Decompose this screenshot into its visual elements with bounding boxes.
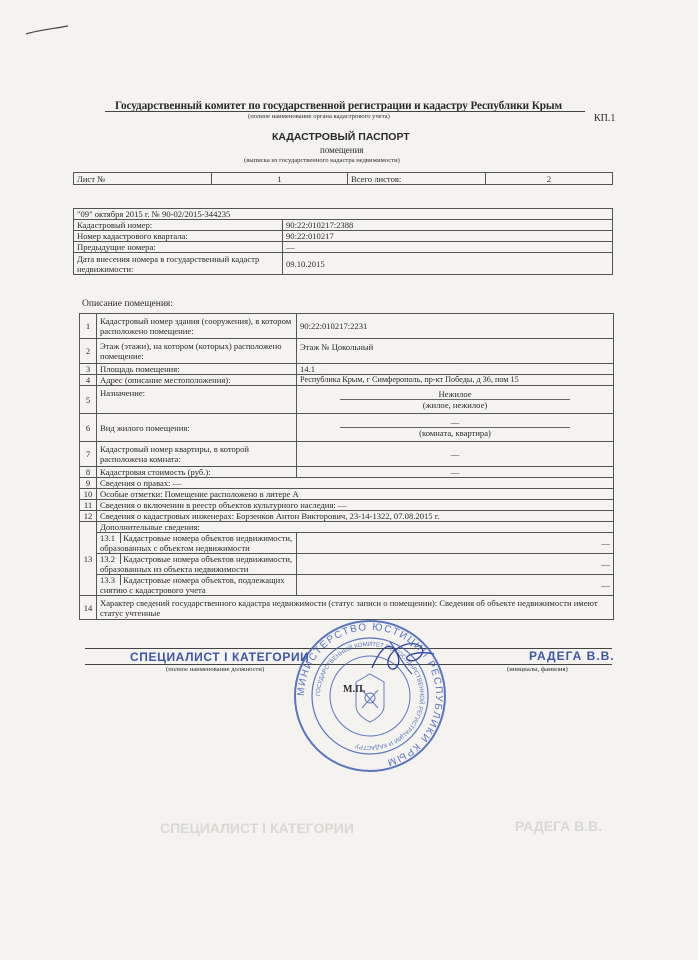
sheet-label: Лист №: [74, 173, 212, 185]
row-number: 1: [80, 314, 97, 339]
row-number: 7: [80, 442, 97, 467]
sheet-table: [73, 172, 613, 185]
row-label: Назначение:: [97, 386, 297, 414]
info-value: 90:22:010217:2388: [283, 220, 613, 231]
sub-row: [97, 533, 297, 554]
total-sheets-number: 2: [486, 173, 613, 185]
row-value: —: [297, 442, 614, 467]
row-value: Этаж № Цокольный: [297, 339, 614, 364]
row-number: 10: [80, 489, 97, 500]
row-number: 13: [80, 522, 97, 596]
form-code: КП.1: [594, 113, 616, 124]
info-value: 09.10.2015: [283, 253, 613, 275]
svg-text:ГОСУДАРСТВЕННЫЙ КОМИТЕТ ПО ГОС: [316, 642, 426, 750]
sub-row-text: Кадастровые номера объектов недвижимости, образованных из объекта недвижимости: [100, 554, 293, 574]
description-table: [79, 313, 614, 620]
row-label: Кадастровая стоимость (руб.):: [97, 467, 297, 478]
info-table: [73, 208, 613, 275]
signer-name: РАДЕГА В.В.: [529, 649, 615, 663]
row-label: Этаж (этажи), на котором (которых) расположено помещение:: [97, 339, 297, 364]
agency-caption: (полное наименование органа кадастрового учета): [248, 113, 390, 120]
row-number: 3: [80, 364, 97, 375]
sub-row-text: Кадастровые номера объектов недвижимости, образованных с объектом недвижимости: [100, 533, 293, 553]
sub-row-number: 13.1: [97, 533, 121, 543]
position-caption: (полное наименование должности): [166, 666, 265, 673]
row-value-caption: (жилое, нежилое): [422, 400, 488, 410]
row-number: 2: [80, 339, 97, 364]
sub-row-number: 13.3: [97, 575, 121, 585]
info-label: Номер кадастрового квартала:: [74, 231, 283, 242]
sub-row-number: 13.2: [97, 554, 121, 564]
stamp-outer-text: МИНИСТЕРСТВО ЮСТИЦИИ РЕСПУБЛИКИ КРЫМ: [295, 621, 445, 768]
row-number: 5: [80, 386, 97, 414]
info-value: —: [283, 242, 613, 253]
row-label: Адрес (описание местоположения):: [97, 375, 297, 386]
total-sheets-label: Всего листов:: [348, 173, 486, 185]
row-value-cell: [297, 386, 614, 414]
sub-row-value: —: [297, 554, 614, 575]
row-number: 8: [80, 467, 97, 478]
row-text: Особые отметки: Помещение расположено в литере А: [97, 489, 614, 500]
row-number: 6: [80, 414, 97, 442]
sub-row-value: —: [297, 533, 614, 554]
info-label: Кадастровый номер:: [74, 220, 283, 231]
row-value: 90:22:010217:2231: [297, 314, 614, 339]
row-label: Кадастровый номер квартиры, в которой расположена комната:: [97, 442, 297, 467]
row-value: 14.1: [297, 364, 614, 375]
sub-row-value: —: [297, 575, 614, 596]
info-value: 90:22:010217: [283, 231, 613, 242]
row-text: Дополнительные сведения:: [97, 522, 614, 533]
official-stamp-icon: [292, 618, 448, 774]
row-text: Сведения о правах: —: [97, 478, 614, 489]
sheet-number: 1: [212, 173, 348, 185]
document-subtitle: помещения: [320, 145, 364, 155]
description-heading: Описание помещения:: [82, 299, 173, 309]
row-value-cell: [297, 414, 614, 442]
row-text: Сведения о включении в реестр объектов культурного наследия: —: [97, 500, 614, 511]
row-value: Нежилое: [340, 389, 570, 400]
info-label: Предыдущие номера:: [74, 242, 283, 253]
row-text: Сведения о кадастровых инженерах: Борзенков Антон Викторович, 23-14-1322, 07.08.2015 г.: [97, 511, 614, 522]
row-number: 11: [80, 500, 97, 511]
pen-scribble-icon: [24, 24, 70, 38]
row-value-caption: (комната, квартира): [419, 428, 491, 438]
stamp-inner-text: ГОСУДАРСТВЕННЫЙ КОМИТЕТ ПО ГОСУДАРСТВЕННОЙ РЕГИСТРАЦИИ И КАДАСТРУ: [315, 641, 425, 751]
row-number: 4: [80, 375, 97, 386]
agency-underline: [105, 111, 585, 112]
row-value: —: [297, 467, 614, 478]
ghost-position: СПЕЦИАЛИСТ I КАТЕГОРИИ: [160, 820, 354, 836]
row-text: Характер сведений государственного кадастра недвижимости (статус записи о помещении): Сведения об объекте недвижимости имеют статус учтенные: [97, 596, 614, 620]
row-label: Площадь помещения:: [97, 364, 297, 375]
ghost-name: РАДЕГА В.В.: [515, 818, 603, 834]
agency-name: Государственный комитет по государственной регистрации и кадастру Республики Крым: [115, 100, 563, 112]
signer-position: СПЕЦИАЛИСТ I КАТЕГОРИИ: [130, 650, 310, 664]
mp-label: М.П.: [343, 684, 366, 695]
row-value: Республика Крым, г Симферополь, пр-кт Победы, д 36, пом 15: [297, 375, 614, 386]
row-number: 12: [80, 511, 97, 522]
sub-row: [97, 554, 297, 575]
row-number: 14: [80, 596, 97, 620]
info-label: Дата внесения номера в государственный кадастр недвижимости:: [74, 253, 283, 275]
document-title: КАДАСТРОВЫЙ ПАСПОРТ: [272, 131, 410, 143]
sub-row-text: Кадастровые номера объектов, подлежащих снятию с кадастрового учета: [100, 575, 285, 595]
sub-row: [97, 575, 297, 596]
row-label: Вид жилого помещения:: [97, 414, 297, 442]
row-label: Кадастровый номер здания (сооружения), в котором расположено помещение:: [97, 314, 297, 339]
row-value: —: [340, 417, 570, 428]
date-line: "09" октября 2015 г. № 90-02/2015-344235: [74, 209, 613, 220]
row-number: 9: [80, 478, 97, 489]
subtitle-caption: (выписка из государственного кадастра недвижимости): [244, 157, 400, 164]
name-caption: (инициалы, фамилия): [507, 666, 568, 673]
